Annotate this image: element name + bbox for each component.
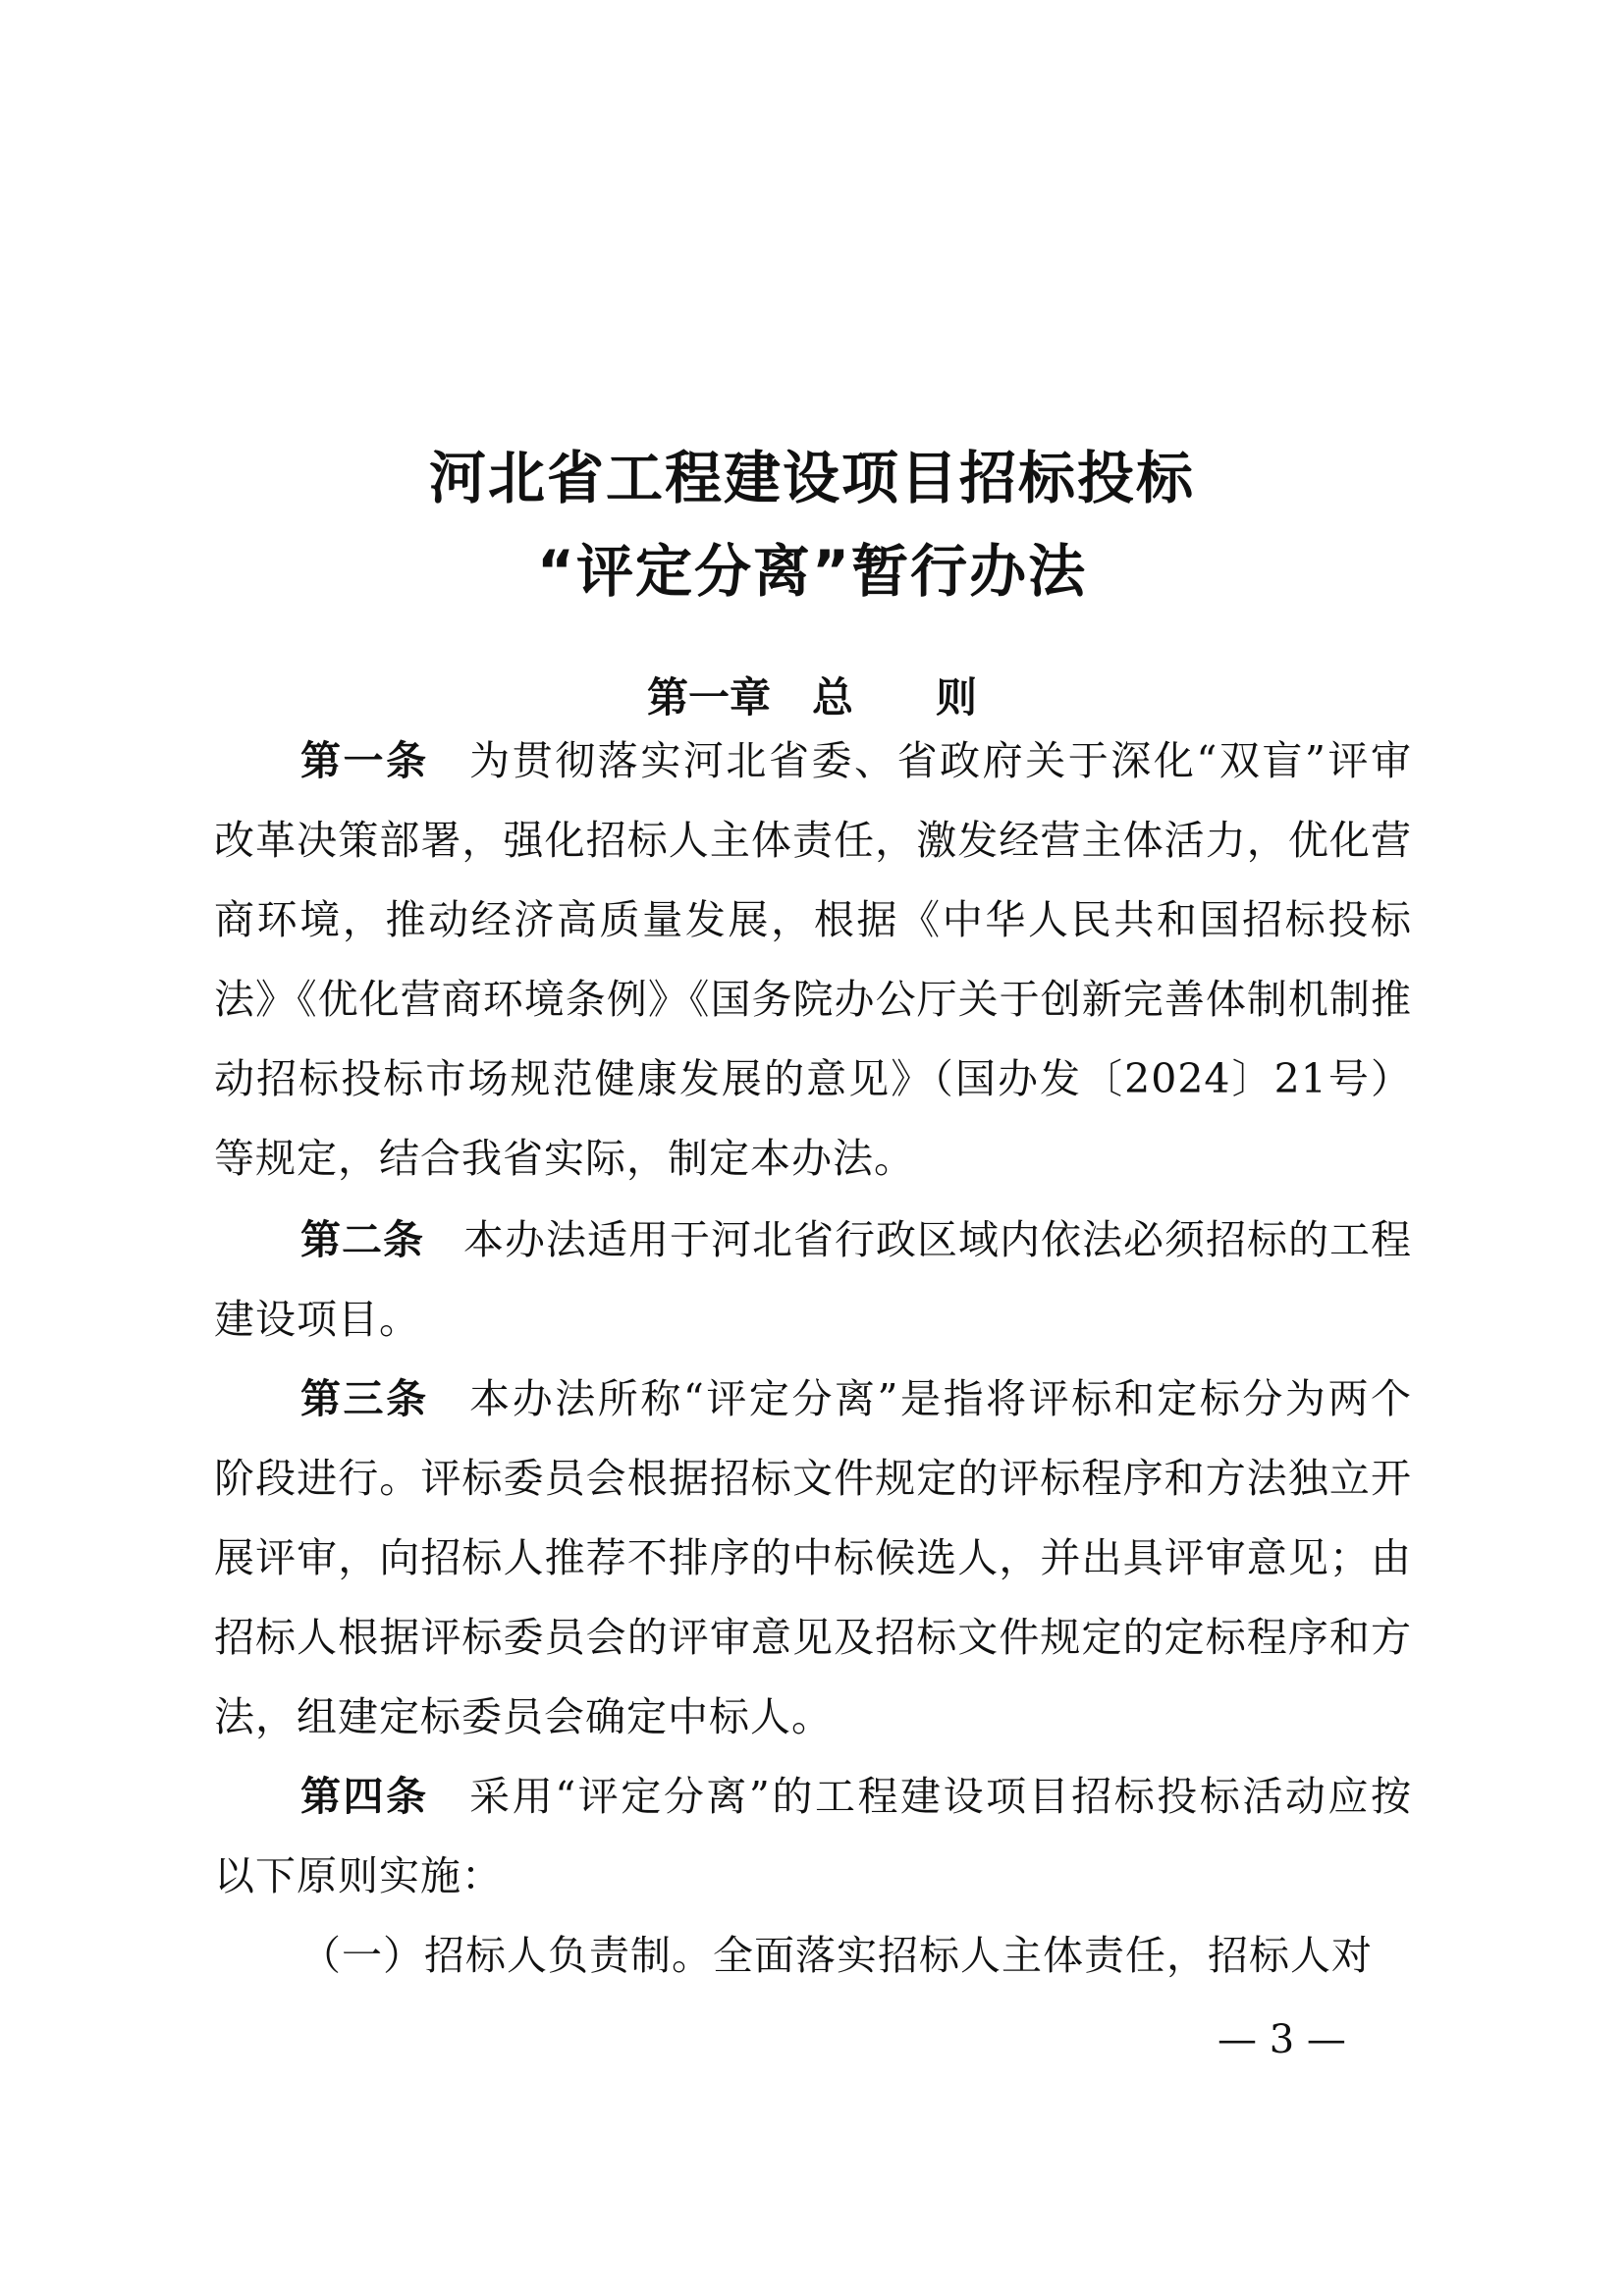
- article-paragraph: [214, 1201, 1412, 1360]
- item-1: [214, 1916, 1412, 1996]
- article-4: [214, 1757, 1412, 1916]
- article-3: [214, 1360, 1412, 1757]
- article-paragraph: [214, 1757, 1412, 1916]
- article-paragraph: [214, 721, 1412, 1199]
- document-title-line-2: “评定分离”暂行办法: [536, 538, 1088, 605]
- article-number: 第二条: [300, 1216, 424, 1263]
- article-text: 为贯彻落实河北省委、省政府关于深化“双盲”评审改革决策部署，强化招标人主体责任，激发经营主体活力，优化营商环境，推动经济高质量发展，根据《中华人民共和国招标投标法》《优化营商环境条例》《国务院办公厅关于创新完善体制机制推动招标投标市场规范健康发展的意见》（国办发〔2024〕21号）等规定，结合我省实际，制定本办法。: [214, 737, 1412, 1182]
- article-number: 第四条: [300, 1773, 429, 1820]
- chapter-heading: 第一章 总 则: [646, 673, 977, 721]
- item-paragraph: （一）招标人负责制。全面落实招标人主体责任，招标人对: [300, 1932, 1373, 1979]
- article-2: [214, 1201, 1412, 1360]
- article-paragraph: [214, 1360, 1412, 1757]
- article-number: 第三条: [300, 1375, 429, 1422]
- article-number: 第一条: [300, 737, 429, 784]
- article-1: [214, 721, 1412, 1199]
- document-title-line-1: 河北省工程建设项目招标投标: [428, 445, 1195, 511]
- article-text: 本办法所称“评定分离”是指将评标和定标分为两个阶段进行。评标委员会根据招标文件规定的评标程序和方法独立开展评审，向招标人推荐不排序的中标候选人，并出具评审意见；由招标人根据评标委员会的评审意见及招标文件规定的定标程序和方法，组建定标委员会确定中标人。: [214, 1375, 1412, 1740]
- article-text: 采用“评定分离”的工程建设项目招标投标活动应按以下原则实施：: [214, 1773, 1412, 1899]
- page-number: — 3 —: [1218, 2017, 1346, 2062]
- article-text: 本办法适用于河北省行政区域内依法必须招标的工程建设项目。: [214, 1216, 1412, 1343]
